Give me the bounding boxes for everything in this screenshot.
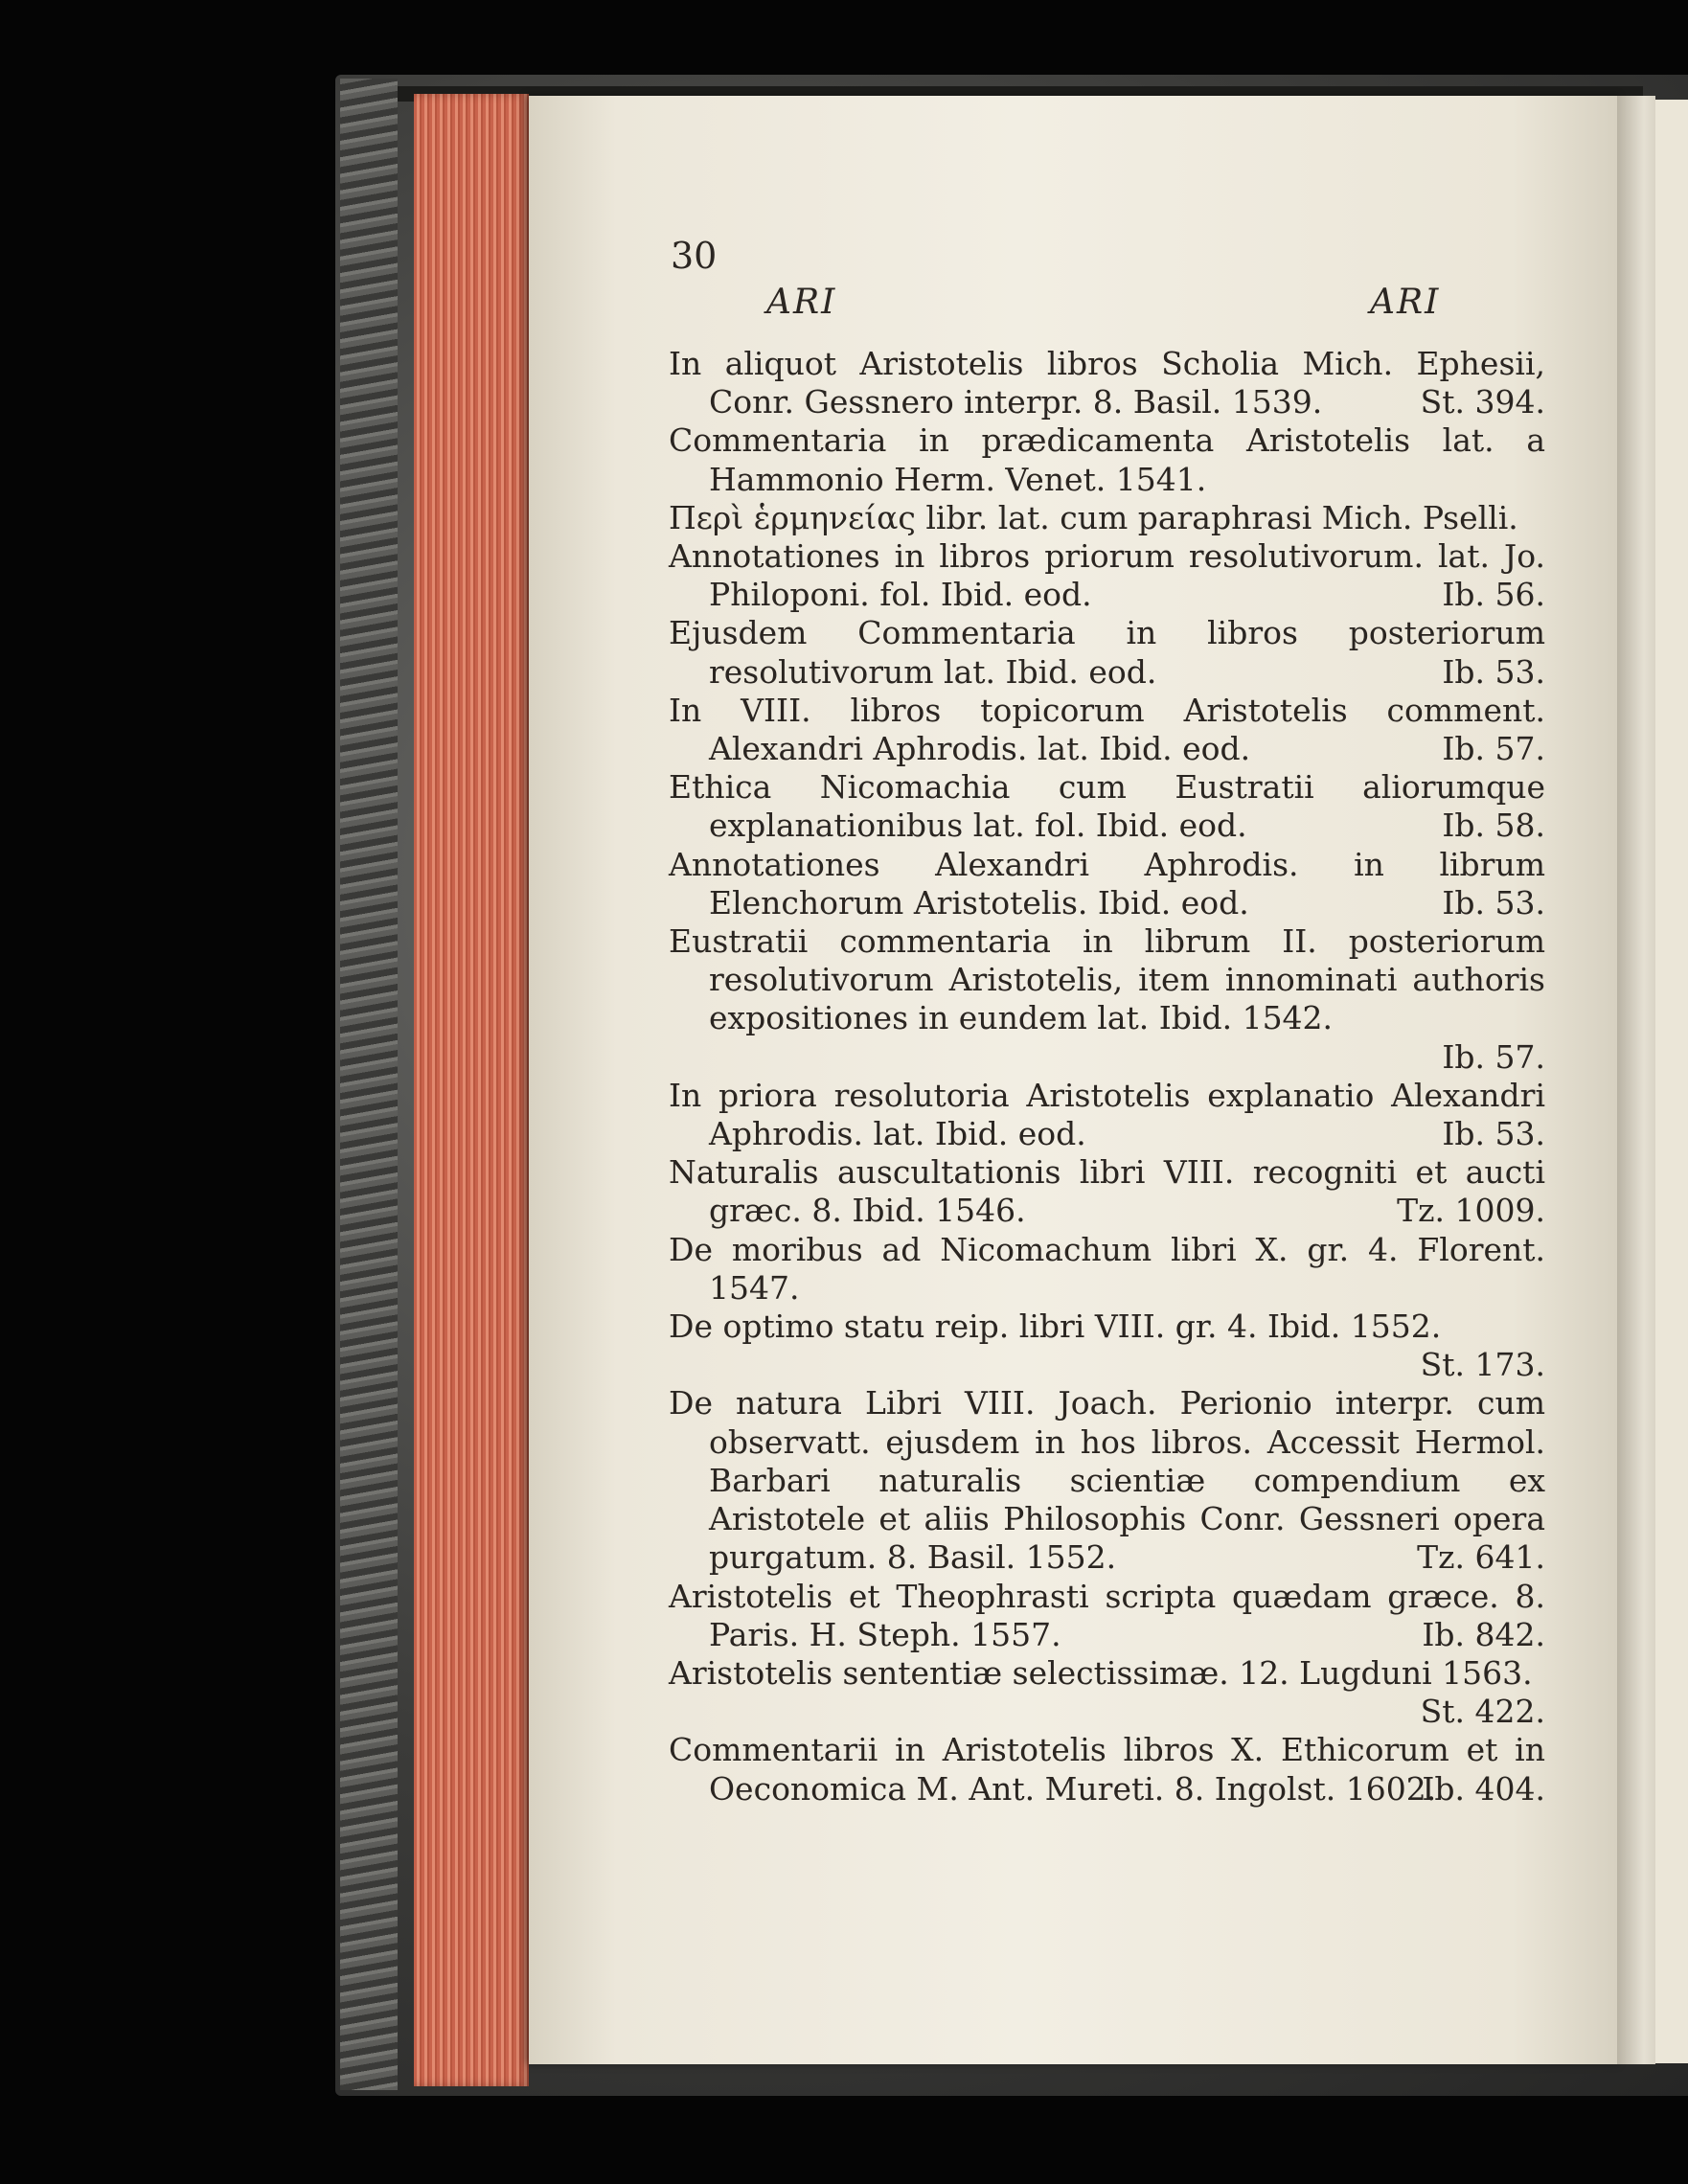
catalogue-entries: [669, 345, 1545, 1809]
entry-reference: Ib. 53.: [1442, 883, 1545, 921]
entry-text: Annotationes Alexandri Aphrodis. in librum Elenchorum Aristotelis. Ibid. eod.: [669, 845, 1545, 921]
catalogue-entry: [669, 846, 1545, 922]
entry-reference: Ib. 53.: [1442, 652, 1545, 691]
entry-text: Naturalis auscultationis libri VIII. recogniti et aucti græc. 8. Ibid. 1546.: [669, 1153, 1545, 1230]
catalogue-entry: [669, 1578, 1545, 1654]
entry-text: Commentaria in prædicamenta Aristotelis lat. a Hammonio Herm. Venet. 1541.: [669, 421, 1545, 498]
entry-reference: St. 422.: [1420, 1693, 1545, 1731]
red-page-edges: [414, 94, 529, 2086]
entry-text: De optimo statu reip. libri VIII. gr. 4. Ibid. 1552.: [669, 1308, 1442, 1346]
entry-text: Commentarii in Aristotelis libros X. Ethicorum et in Oeconomica M. Ant. Mureti. 8. Ingolst. 1602.: [669, 1731, 1545, 1808]
entry-text: Eustratii commentaria in librum II. posteriorum resolutivorum Aristotelis, item innominati authoris expositiones in eundem lat. Ibid. 1542.: [669, 922, 1545, 1037]
entry-text: De natura Libri VIII. Joach. Perionio interpr. cum observatt. ejusdem in hos libros. Accessit Hermol. Barbari naturalis scientiæ compendium ex Aristotele et aliis Philosophis Conr. Gessneri opera purgatum. 8. Basil. 1552.: [669, 1384, 1545, 1577]
entry-reference: Ib. 842.: [1422, 1615, 1545, 1653]
entry-text: Aristotelis et Theophrasti scripta quædam græce. 8. Paris. H. Steph. 1557.: [669, 1577, 1545, 1653]
catalogue-entry: [669, 421, 1545, 498]
running-head-left: ARI: [766, 283, 837, 322]
catalogue-entry: [669, 1654, 1545, 1731]
entry-text: In VIII. libros topicorum Aristotelis comment. Alexandri Aphrodis. lat. Ibid. eod.: [669, 691, 1545, 768]
entry-text: De moribus ad Nicomachum libri X. gr. 4. Florent. 1547.: [669, 1230, 1545, 1307]
catalogue-entry: [669, 1077, 1545, 1153]
entry-text: Περὶ ἑρμηνείας libr. lat. cum paraphrasi Mich. Pselli.: [669, 498, 1518, 536]
marbled-board-edge: [340, 79, 398, 2090]
entry-reference: St. 394.: [1420, 383, 1545, 421]
entry-text: In priora resolutoria Aristotelis explanatio Alexandri Aphrodis. lat. Ibid. eod.: [669, 1076, 1545, 1153]
catalogue-entry: [669, 499, 1545, 537]
entry-text: In aliquot Aristotelis libros Scholia Mich. Ephesii, Conr. Gessnero interpr. 8. Basil. 1539.: [669, 345, 1545, 421]
entry-text: Ejusdem Commentaria in libros posteriorum resolutivorum lat. Ibid. eod.: [669, 614, 1545, 691]
catalogue-entry: [669, 537, 1545, 614]
catalogue-entry: [669, 1231, 1545, 1308]
catalogue-entry: [669, 768, 1545, 845]
entry-reference: Ib. 404.: [1422, 1769, 1545, 1808]
running-head-right: ARI: [1370, 283, 1441, 322]
entry-text: Annotationes in libros priorum resolutivorum. lat. Jo. Philoponi. fol. Ibid. eod.: [669, 537, 1545, 614]
catalogue-entry: [669, 1731, 1545, 1808]
entry-reference: Tz. 641.: [1417, 1538, 1545, 1577]
entry-text: Aristotelis sententiæ selectissimæ. 12. Lugduni 1563.: [669, 1653, 1533, 1692]
catalogue-entry: [669, 614, 1545, 691]
catalogue-entry: [669, 1308, 1545, 1384]
catalogue-entry: [669, 345, 1545, 421]
catalogue-entry: [669, 1384, 1545, 1577]
entry-reference: St. 173.: [1420, 1346, 1545, 1384]
catalogue-entry: [669, 692, 1545, 768]
entry-reference: Tz. 1009.: [1397, 1192, 1545, 1230]
entry-reference: Ib. 53.: [1442, 1115, 1545, 1153]
entry-reference: Ib. 56.: [1442, 576, 1545, 614]
entry-reference: Ib. 57.: [1442, 1037, 1545, 1076]
catalogue-entry: [669, 922, 1545, 1077]
page-number: 30: [671, 235, 718, 277]
page-gutter: [1617, 96, 1655, 2064]
catalogue-entry: [669, 1153, 1545, 1230]
entry-text: Ethica Nicomachia cum Eustratii aliorumque explanationibus lat. fol. Ibid. eod.: [669, 768, 1545, 845]
entry-reference: Ib. 57.: [1442, 730, 1545, 768]
entry-reference: Ib. 58.: [1442, 807, 1545, 845]
